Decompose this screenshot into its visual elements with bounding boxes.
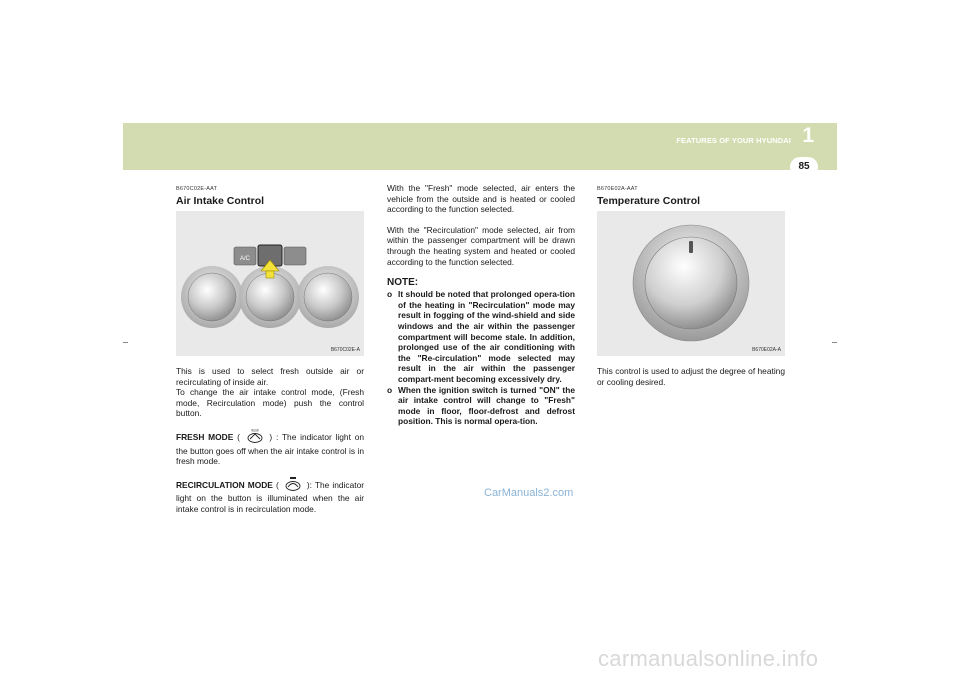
air-intake-section — [176, 186, 364, 515]
note-list — [387, 289, 575, 427]
intake-explanation-section — [387, 183, 575, 427]
temperature-description: This control is used to adjust the degree of heating or cooling desired. — [597, 366, 785, 387]
section-heading: Temperature Control — [597, 195, 701, 207]
temperature-knob-illustration — [597, 211, 785, 356]
header-band — [123, 123, 837, 170]
fresh-mode-label: FRESH MODE — [176, 431, 234, 442]
section-code: B670E02A-AAT — [597, 186, 638, 192]
air-intake-figure — [176, 211, 364, 356]
instruction-text: To change the air intake control mode, (Fresh mode, Recirculation mode) push the control button. — [176, 387, 364, 419]
note-title: NOTE: — [387, 277, 419, 289]
figure-code: B670C02E-A — [330, 347, 360, 353]
note-bullet: o — [387, 384, 393, 395]
fresh-mode-description — [176, 429, 364, 467]
section-code: B670C02E-AAT — [176, 186, 218, 192]
fresh-mode-paragraph: With the "Fresh" mode selected, air enters the vehicle from the outside and is heated or cooled according to the function selected. — [387, 183, 575, 215]
note-text: It should be noted that prolonged opera-tion of the heating in "Recirculation" mode may result in fogging of the wind-shield and side windows and the air within the passenger compartment will become stale. In addition, prolonged use of the air conditioning with the "Re-circulation" mode selected may result in the air within the passenger compart-ment becoming excessively dry. — [398, 289, 575, 384]
temperature-control-section — [597, 186, 785, 387]
left-knob — [181, 266, 243, 328]
recirculation-mode-description — [176, 477, 364, 515]
knob-pointer-icon — [689, 241, 693, 253]
recirc-paren-open: ( — [275, 479, 279, 490]
page-number: 85 — [790, 157, 818, 177]
note-item — [387, 385, 575, 427]
chapter-number: 1 — [802, 124, 814, 147]
note-bullet: o — [387, 289, 393, 300]
right-knob — [297, 266, 359, 328]
section-heading: Air Intake Control — [176, 195, 265, 207]
crop-mark-right — [832, 342, 837, 343]
note-item — [387, 289, 575, 384]
note-text: When the ignition switch is turned "ON" the air intake control will change to "Fresh" mode in floor, floor-defrost and defrost position. This is normal opera-tion. — [398, 384, 575, 427]
crop-mark-left — [123, 342, 128, 343]
fresh-paren-open: ( — [237, 431, 240, 442]
temperature-figure — [597, 211, 785, 356]
recirculation-icon — [284, 477, 302, 494]
fresh-mode-text: ) : The indicator light on the button goes off when the air intake control is in fresh mode. — [176, 431, 365, 467]
recirculation-mode-text: ): The indicator light on the button is illuminated when the air intake control is in recirculation mode. — [176, 479, 365, 514]
climate-panel-illustration — [176, 211, 364, 356]
recirculation-paragraph: With the "Recirculation" mode selected, air from within the passenger compartment will be drawn through the heating system and heated or cooled according to the function selected. — [387, 224, 575, 267]
figure-code: B670E02A-A — [752, 347, 781, 353]
recirculation-mode-label: RECIRCULATION MODE — [176, 479, 273, 490]
footer-logo: carmanualsonline.info — [598, 646, 819, 671]
intro-text: This is used to select fresh outside air or recirculating of inside air. — [176, 366, 364, 387]
fresh-air-icon — [246, 429, 264, 446]
section-name: FEATURES OF YOUR HYUNDAI — [676, 136, 791, 145]
ac-button-label: A/C — [239, 256, 251, 262]
watermark-link[interactable]: CarManuals2.com — [484, 487, 574, 499]
